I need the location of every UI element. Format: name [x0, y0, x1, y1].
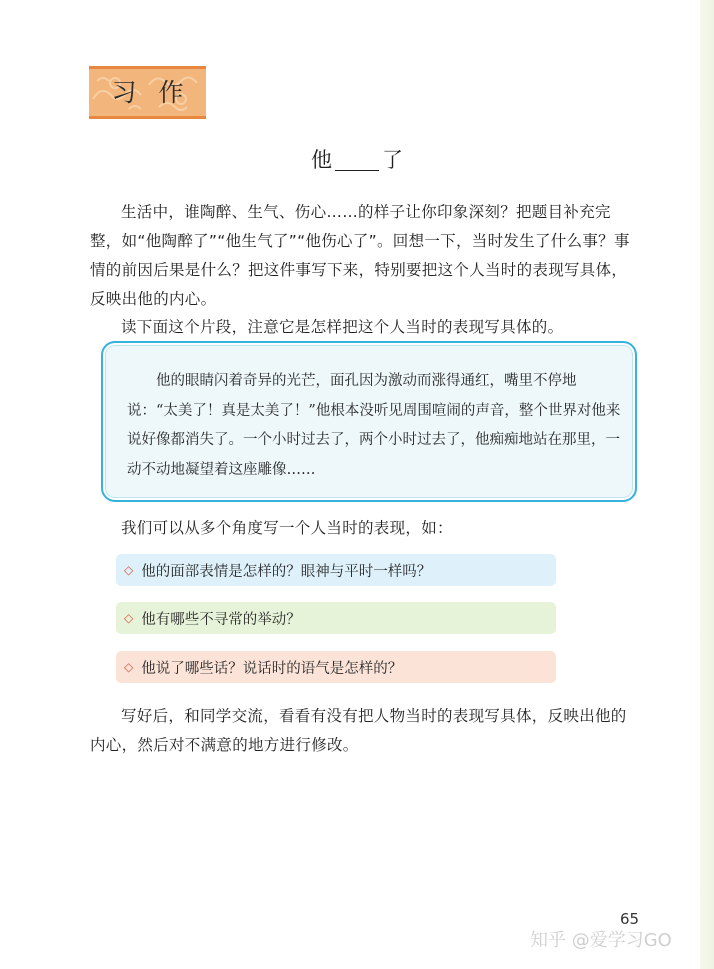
- tip-speech: [116, 651, 556, 683]
- diamond-icon: ◇: [124, 563, 134, 577]
- paragraph-angles: 我们可以从多个角度写一个人当时的表现，如：: [121, 519, 453, 537]
- tip-text: 他的面部表情是怎样的？眼神与平时一样吗？: [141, 563, 432, 580]
- title-suffix: 了: [382, 148, 403, 172]
- tip-text: 他说了哪些话？说话时的语气是怎样的？: [141, 660, 403, 677]
- diamond-icon: ◇: [124, 660, 134, 674]
- diamond-icon: ◇: [124, 611, 134, 625]
- title-prefix: 他: [311, 148, 332, 172]
- title-blank: [335, 149, 379, 171]
- composition-title: [0, 144, 714, 174]
- page-number: 65: [620, 910, 640, 928]
- tip-facial-expression: [116, 554, 556, 586]
- paragraph-instructions: 生活中，谁陶醉、生气、伤心……的样子让你印象深刻？把题目补充完整，如“他陶醉了”“他生气了”“他伤心了”。回想一下，当时发生了什么事？事情的前因后果是什么？把这件事写下来，特别要把这个人当时的表现写具体，反映出他的内心。: [90, 203, 630, 308]
- watermark: 知乎 @爱学习GO: [530, 930, 672, 951]
- page-spine: [700, 0, 714, 969]
- paragraph-revise: 写好后，和同学交流，看看有没有把人物当时的表现写具体，反映出他的内心，然后对不满意的地方进行修改。: [90, 707, 627, 754]
- tip-text: 他有哪些不寻常的举动？: [141, 611, 301, 628]
- paragraph-read-excerpt: 读下面这个片段，注意它是怎样把这个人当时的表现写具体的。: [121, 318, 564, 336]
- section-tag-label: 习作: [111, 78, 206, 107]
- excerpt-text: 他的眼睛闪着奇异的光芒，面孔因为激动而涨得通红，嘴里不停地说：“太美了！真是太美了！”他根本没听见周围喧闹的声音，整个世界对他来说好像都消失了。一个小时过去了，两个小时过去了，他痴痴地站在那里，一动不动地凝望着这座雕像……: [127, 373, 621, 478]
- tip-actions: [116, 602, 556, 634]
- section-tag: [89, 66, 206, 119]
- excerpt-box: [101, 341, 637, 502]
